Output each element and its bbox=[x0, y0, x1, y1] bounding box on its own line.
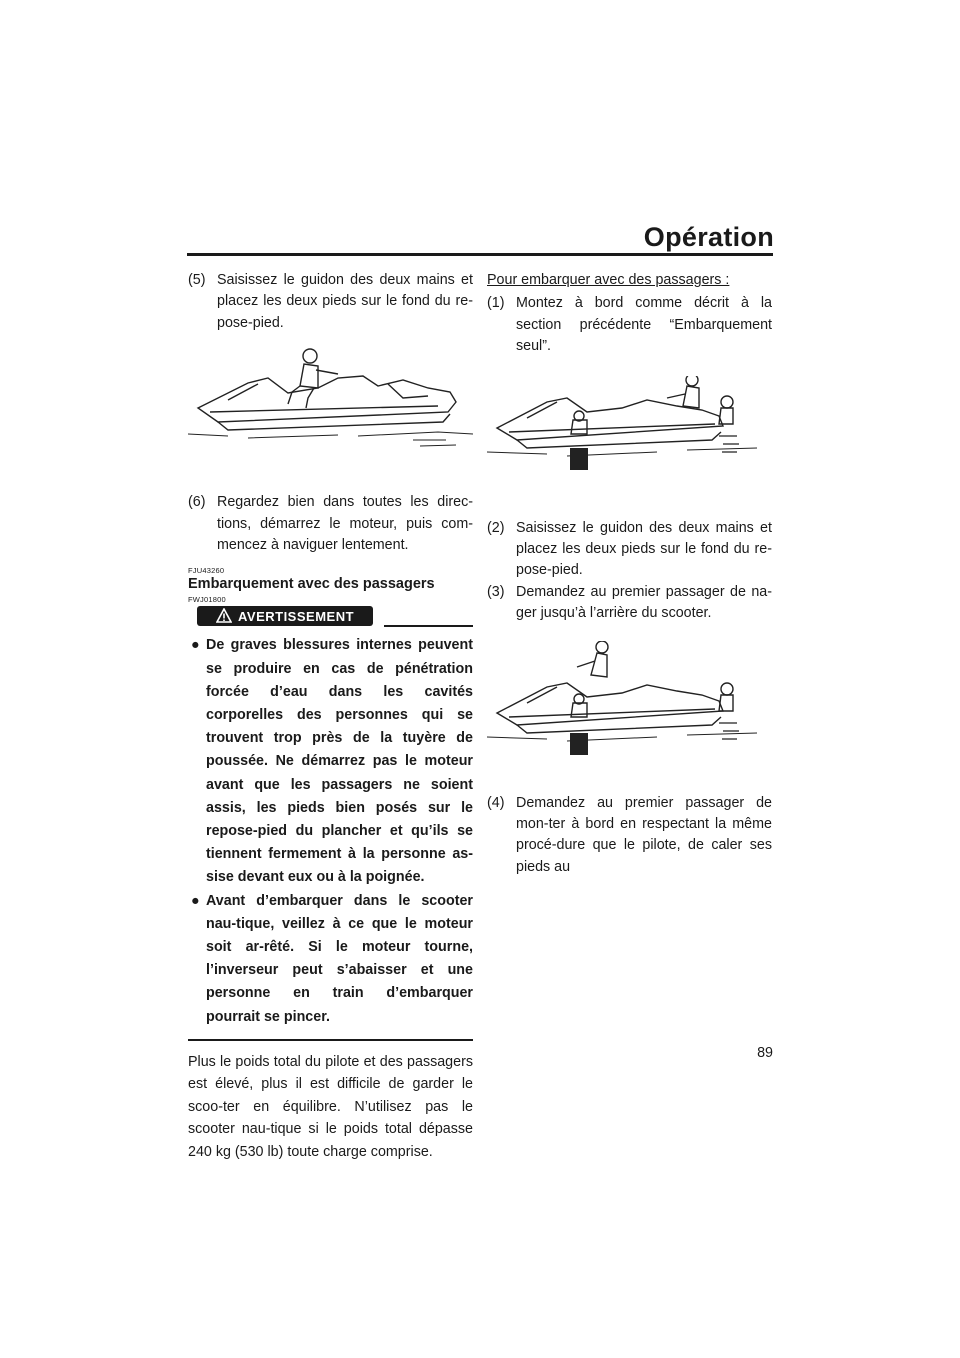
step-number: (2) bbox=[487, 519, 505, 536]
step-number: (1) bbox=[487, 295, 505, 312]
warning-label: AVERTISSEMENT bbox=[237, 608, 355, 624]
warning-rule bbox=[384, 625, 473, 627]
reference-code: FJU43260 bbox=[188, 566, 225, 576]
step-text: Demandez au premier passager de na-ger jusqu’à l’arrière du scooter. bbox=[516, 583, 772, 622]
step-text: Montez à bord comme décrit à la section précédente “Embarquement seul”. bbox=[516, 295, 772, 355]
jet-ski-illustration bbox=[487, 641, 772, 771]
page-number: 89 bbox=[757, 1045, 773, 1061]
step-number: (5) bbox=[188, 272, 206, 288]
step-number: (4) bbox=[487, 794, 505, 811]
header-rule bbox=[187, 253, 773, 256]
section-heading: Embarquement avec des passagers bbox=[188, 576, 435, 593]
warning-icon bbox=[216, 608, 232, 624]
step-4 bbox=[487, 793, 772, 879]
warning-text: De graves blessures internes peuvent se produire en cas de pénétration forcée d’eau dans les cavités corporelles des personnes qui se trouvent trop près de la tuyère de poussée. Ne démarrez pas le moteur avant que les passagers ne soient assis, les pieds bien posés sur le repose-pied du plancher et qu’ils se tiennent fermement à la personne as-sise devant eux ou à la poignée. bbox=[206, 637, 473, 886]
step-text: Saisissez le guidon des deux mains et placez les deux pieds sur le fond du re-pose-pied. bbox=[516, 519, 772, 579]
jet-ski-illustration bbox=[188, 348, 473, 478]
left-column bbox=[188, 270, 473, 1163]
step-text: Saisissez le guidon des deux mains et placez les deux pieds sur le fond du re-pose-pied. bbox=[217, 272, 473, 331]
figure-rider-and-swimmer bbox=[487, 376, 772, 486]
step-text: Demandez au premier passager de mon-ter à bord en respectant la même procé-dure que le pilote, de caler ses pieds au bbox=[516, 794, 772, 875]
figure-passenger-boarding bbox=[487, 641, 772, 771]
bullet: ● bbox=[191, 637, 200, 654]
warning-item bbox=[188, 634, 473, 889]
warning-end-rule bbox=[188, 1039, 473, 1041]
page-title: Opération bbox=[643, 222, 774, 252]
step-3 bbox=[487, 582, 772, 625]
subheading: Pour embarquer avec des passagers : bbox=[487, 272, 730, 288]
step-number: (6) bbox=[188, 494, 206, 511]
bullet: ● bbox=[191, 892, 200, 909]
step-number: (3) bbox=[487, 583, 505, 600]
right-column bbox=[487, 270, 772, 878]
step-2 bbox=[487, 518, 772, 582]
jet-ski-illustration bbox=[487, 376, 772, 486]
body-paragraph: Plus le poids total du pilote et des passagers est élevé, plus il est difficile de garder le scoo-ter en équilibre. N’utilisez pas le scooter nau-tique si le poids total dépasse 240 kg (530 lb) toute charge comprise. bbox=[188, 1053, 473, 1160]
figure-rider-seated bbox=[188, 348, 473, 478]
step-1 bbox=[487, 293, 772, 357]
warning-header bbox=[188, 606, 473, 628]
warning-text: Avant d’embarquer dans le scooter nau-tique, veillez à ce que le moteur soit ar-rêté. Si le moteur tourne, l’inverseur peut s’abaisser et une personne en train d’embarquer pourrait se pincer. bbox=[206, 892, 473, 1025]
step-text: Regardez bien dans toutes les direc-tions, démarrez le moteur, puis com-mencez à naviguer lentement. bbox=[217, 494, 473, 554]
step-6 bbox=[188, 492, 473, 556]
warning-item bbox=[188, 890, 473, 1029]
warning-badge bbox=[197, 606, 373, 626]
warning-list bbox=[188, 634, 473, 1028]
step-5 bbox=[188, 270, 473, 334]
warning-code: FWJ01800 bbox=[188, 595, 226, 605]
